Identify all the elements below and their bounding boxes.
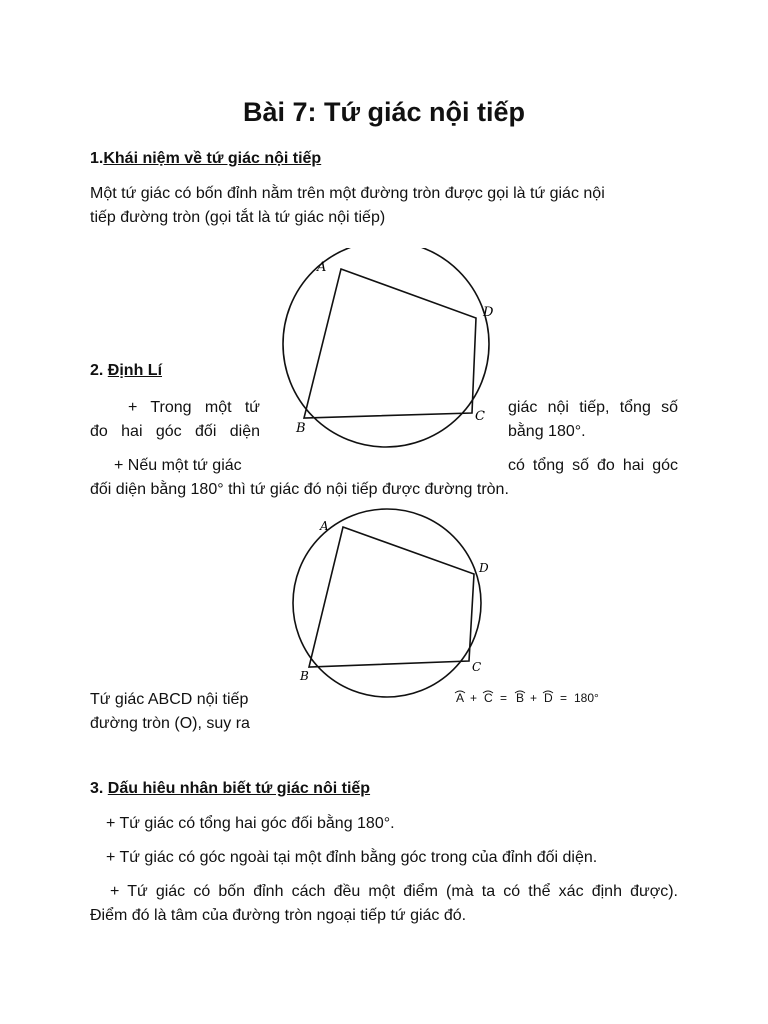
vertex-label-d-2: D bbox=[479, 561, 489, 575]
formula-angle-c: C bbox=[484, 691, 493, 705]
circle-2 bbox=[293, 509, 481, 697]
vertex-label-a: A bbox=[317, 260, 327, 275]
criterion-3-line-2: Điểm đó là tâm của đường tròn ngoại tiếp tứ giác đó. bbox=[90, 907, 467, 924]
formula-angle-d: D bbox=[544, 691, 553, 705]
vertex-label-b: B bbox=[296, 421, 306, 436]
criterion-3-line-1: + Tứ giác có bốn đỉnh cách đều một điểm (mà ta có thể xác định được). bbox=[110, 883, 678, 900]
formula-value: 180° bbox=[574, 691, 599, 705]
theorem-right-line-1: giác nội tiếp, tổng số bbox=[508, 399, 678, 416]
criterion-2: + Tứ giác có góc ngoài tại một đỉnh bằng góc trong của đỉnh đối diện. bbox=[106, 849, 598, 866]
caption-line-2: đường tròn (O), suy ra bbox=[90, 715, 250, 732]
theorem-right-line-2: bằng 180°. bbox=[508, 423, 586, 440]
section-1-number: 1. bbox=[90, 150, 104, 167]
section-1-line-2: tiếp đường tròn (gọi tắt là tứ giác nội tiếp) bbox=[90, 209, 386, 226]
section-3-number: 3. bbox=[90, 780, 104, 797]
formula-angle-a: A bbox=[456, 691, 465, 705]
converse-right: có tổng số đo hai góc bbox=[508, 457, 678, 474]
vertex-label-d: D bbox=[483, 305, 494, 320]
criterion-1: + Tứ giác có tổng hai góc đối bằng 180°. bbox=[106, 815, 395, 832]
formula-equals-2: = bbox=[560, 691, 568, 705]
angle-sum-formula bbox=[450, 684, 630, 710]
section-2-title: Định Lí bbox=[107, 362, 163, 379]
formula-angle-b: B bbox=[516, 691, 525, 705]
section-1-heading bbox=[90, 148, 321, 170]
formula-plus-2: + bbox=[530, 691, 538, 705]
vertex-label-b-2: B bbox=[300, 669, 309, 683]
formula-plus-1: + bbox=[470, 691, 478, 705]
quadrilateral-abcd-2 bbox=[309, 527, 474, 667]
section-2-number: 2. bbox=[90, 362, 104, 379]
theorem-left-line-1: + Trong một tứ bbox=[128, 399, 260, 416]
quadrilateral-abcd-1 bbox=[304, 269, 476, 418]
section-2-heading bbox=[90, 360, 162, 382]
vertex-label-c-2: C bbox=[472, 660, 482, 674]
page-title: Bài 7: Tứ giác nội tiếp bbox=[242, 97, 526, 127]
section-1-title: Khái niệm về tứ giác nội tiếp bbox=[103, 150, 322, 167]
converse-line-2: đối diện bằng 180° thì tứ giác đó nội tiếp được đường tròn. bbox=[90, 481, 509, 498]
section-3-title: Dấu hiêu nhân biết tứ giác nôi tiếp bbox=[107, 780, 371, 797]
section-3-heading bbox=[90, 778, 370, 800]
inscribed-quadrilateral-figure-1 bbox=[270, 248, 510, 448]
vertex-label-a-2: A bbox=[320, 519, 329, 533]
converse-left: + Nếu một tứ giác bbox=[114, 457, 242, 474]
theorem-left-line-2: đo hai góc đối diện bbox=[90, 423, 260, 440]
caption-line-1: Tứ giác ABCD nội tiếp bbox=[90, 691, 249, 708]
vertex-label-c: C bbox=[475, 409, 485, 424]
formula-equals-1: = bbox=[500, 691, 508, 705]
inscribed-quadrilateral-figure-2 bbox=[280, 508, 510, 698]
section-1-line-1: Một tứ giác có bốn đỉnh nằm trên một đường tròn được gọi là tứ giác nội bbox=[90, 185, 605, 202]
